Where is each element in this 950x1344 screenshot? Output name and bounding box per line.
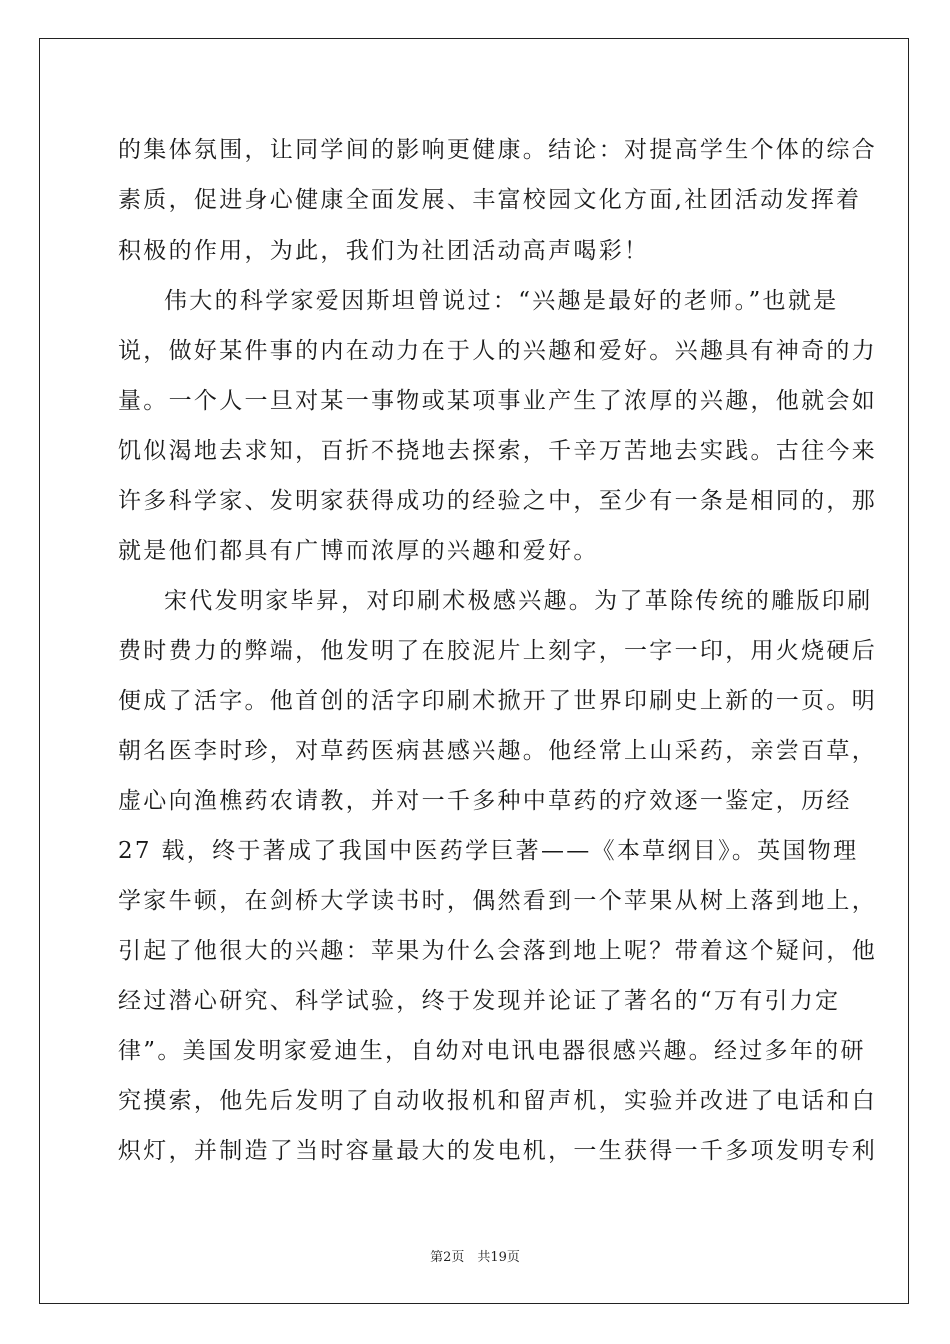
text-line: 学家牛顿，在剑桥大学读书时，偶然看到一个苹果从树上落到地上， <box>118 888 877 914</box>
text-line: 便成了活字。他首创的活字印刷术掀开了世界印刷史上新的一页。明 <box>118 688 877 714</box>
text-line: 虚心向渔樵药农请教，并对一千多种中草药的疗效逐一鉴定，历经 <box>118 788 852 814</box>
text-line: 经过潜心研究、科学试验，终于发现并论证了著名的“万有引力定 <box>118 988 841 1014</box>
text-line: 费时费力的弊端，他发明了在胶泥片上刻字，一字一印，用火烧硬后 <box>118 638 877 664</box>
text-line: 宋代发明家毕昇，对印刷术极感兴趣。为了革除传统的雕版印刷 <box>164 588 873 614</box>
text-line: 究摸索，他先后发明了自动收报机和留声机，实验并改进了电话和白 <box>118 1088 877 1114</box>
page-number: 第2页 共19页 <box>430 1250 520 1265</box>
text-line: 饥似渴地去求知，百折不挠地去探索，千辛万苦地去实践。古往今来 <box>118 438 877 464</box>
text-line: 引起了他很大的兴趣：苹果为什么会落到地上呢？带着这个疑问，他 <box>118 938 877 964</box>
text-line: 许多科学家、发明家获得成功的经验之中，至少有一条是相同的，那 <box>118 488 877 514</box>
text-line: 炽灯，并制造了当时容量最大的发电机，一生获得一千多项发明专利 <box>118 1138 877 1164</box>
text-line: 就是他们都具有广博而浓厚的兴趣和爱好。 <box>118 538 599 564</box>
text-line: 朝名医李时珍，对草药医病甚感兴趣。他经常上山采药，亲尝百草， <box>118 738 877 764</box>
text-line: 27 载，终于著成了我国中医药学巨著——《本草纲目》。英国物理 <box>118 838 859 864</box>
text-line: 律”。美国发明家爱迪生，自幼对电讯电器很感兴趣。经过多年的研 <box>118 1038 866 1064</box>
text-line: 伟大的科学家爱因斯坦曾说过：“兴趣是最好的老师。”也就是 <box>164 288 839 314</box>
text-line: 积极的作用，为此，我们为社团活动高声喝彩！ <box>118 238 650 264</box>
text-line: 说，做好某件事的内在动力在于人的兴趣和爱好。兴趣具有神奇的力 <box>118 338 877 364</box>
text-line: 的集体氛围，让同学间的影响更健康。结论：对提高学生个体的综合 <box>118 137 877 163</box>
text-line: 量。一个人一旦对某一事物或某项事业产生了浓厚的兴趣，他就会如 <box>118 388 877 414</box>
text-line: 素质，促进身心健康全面发展、丰富校园文化方面,社团活动发挥着 <box>118 187 862 213</box>
